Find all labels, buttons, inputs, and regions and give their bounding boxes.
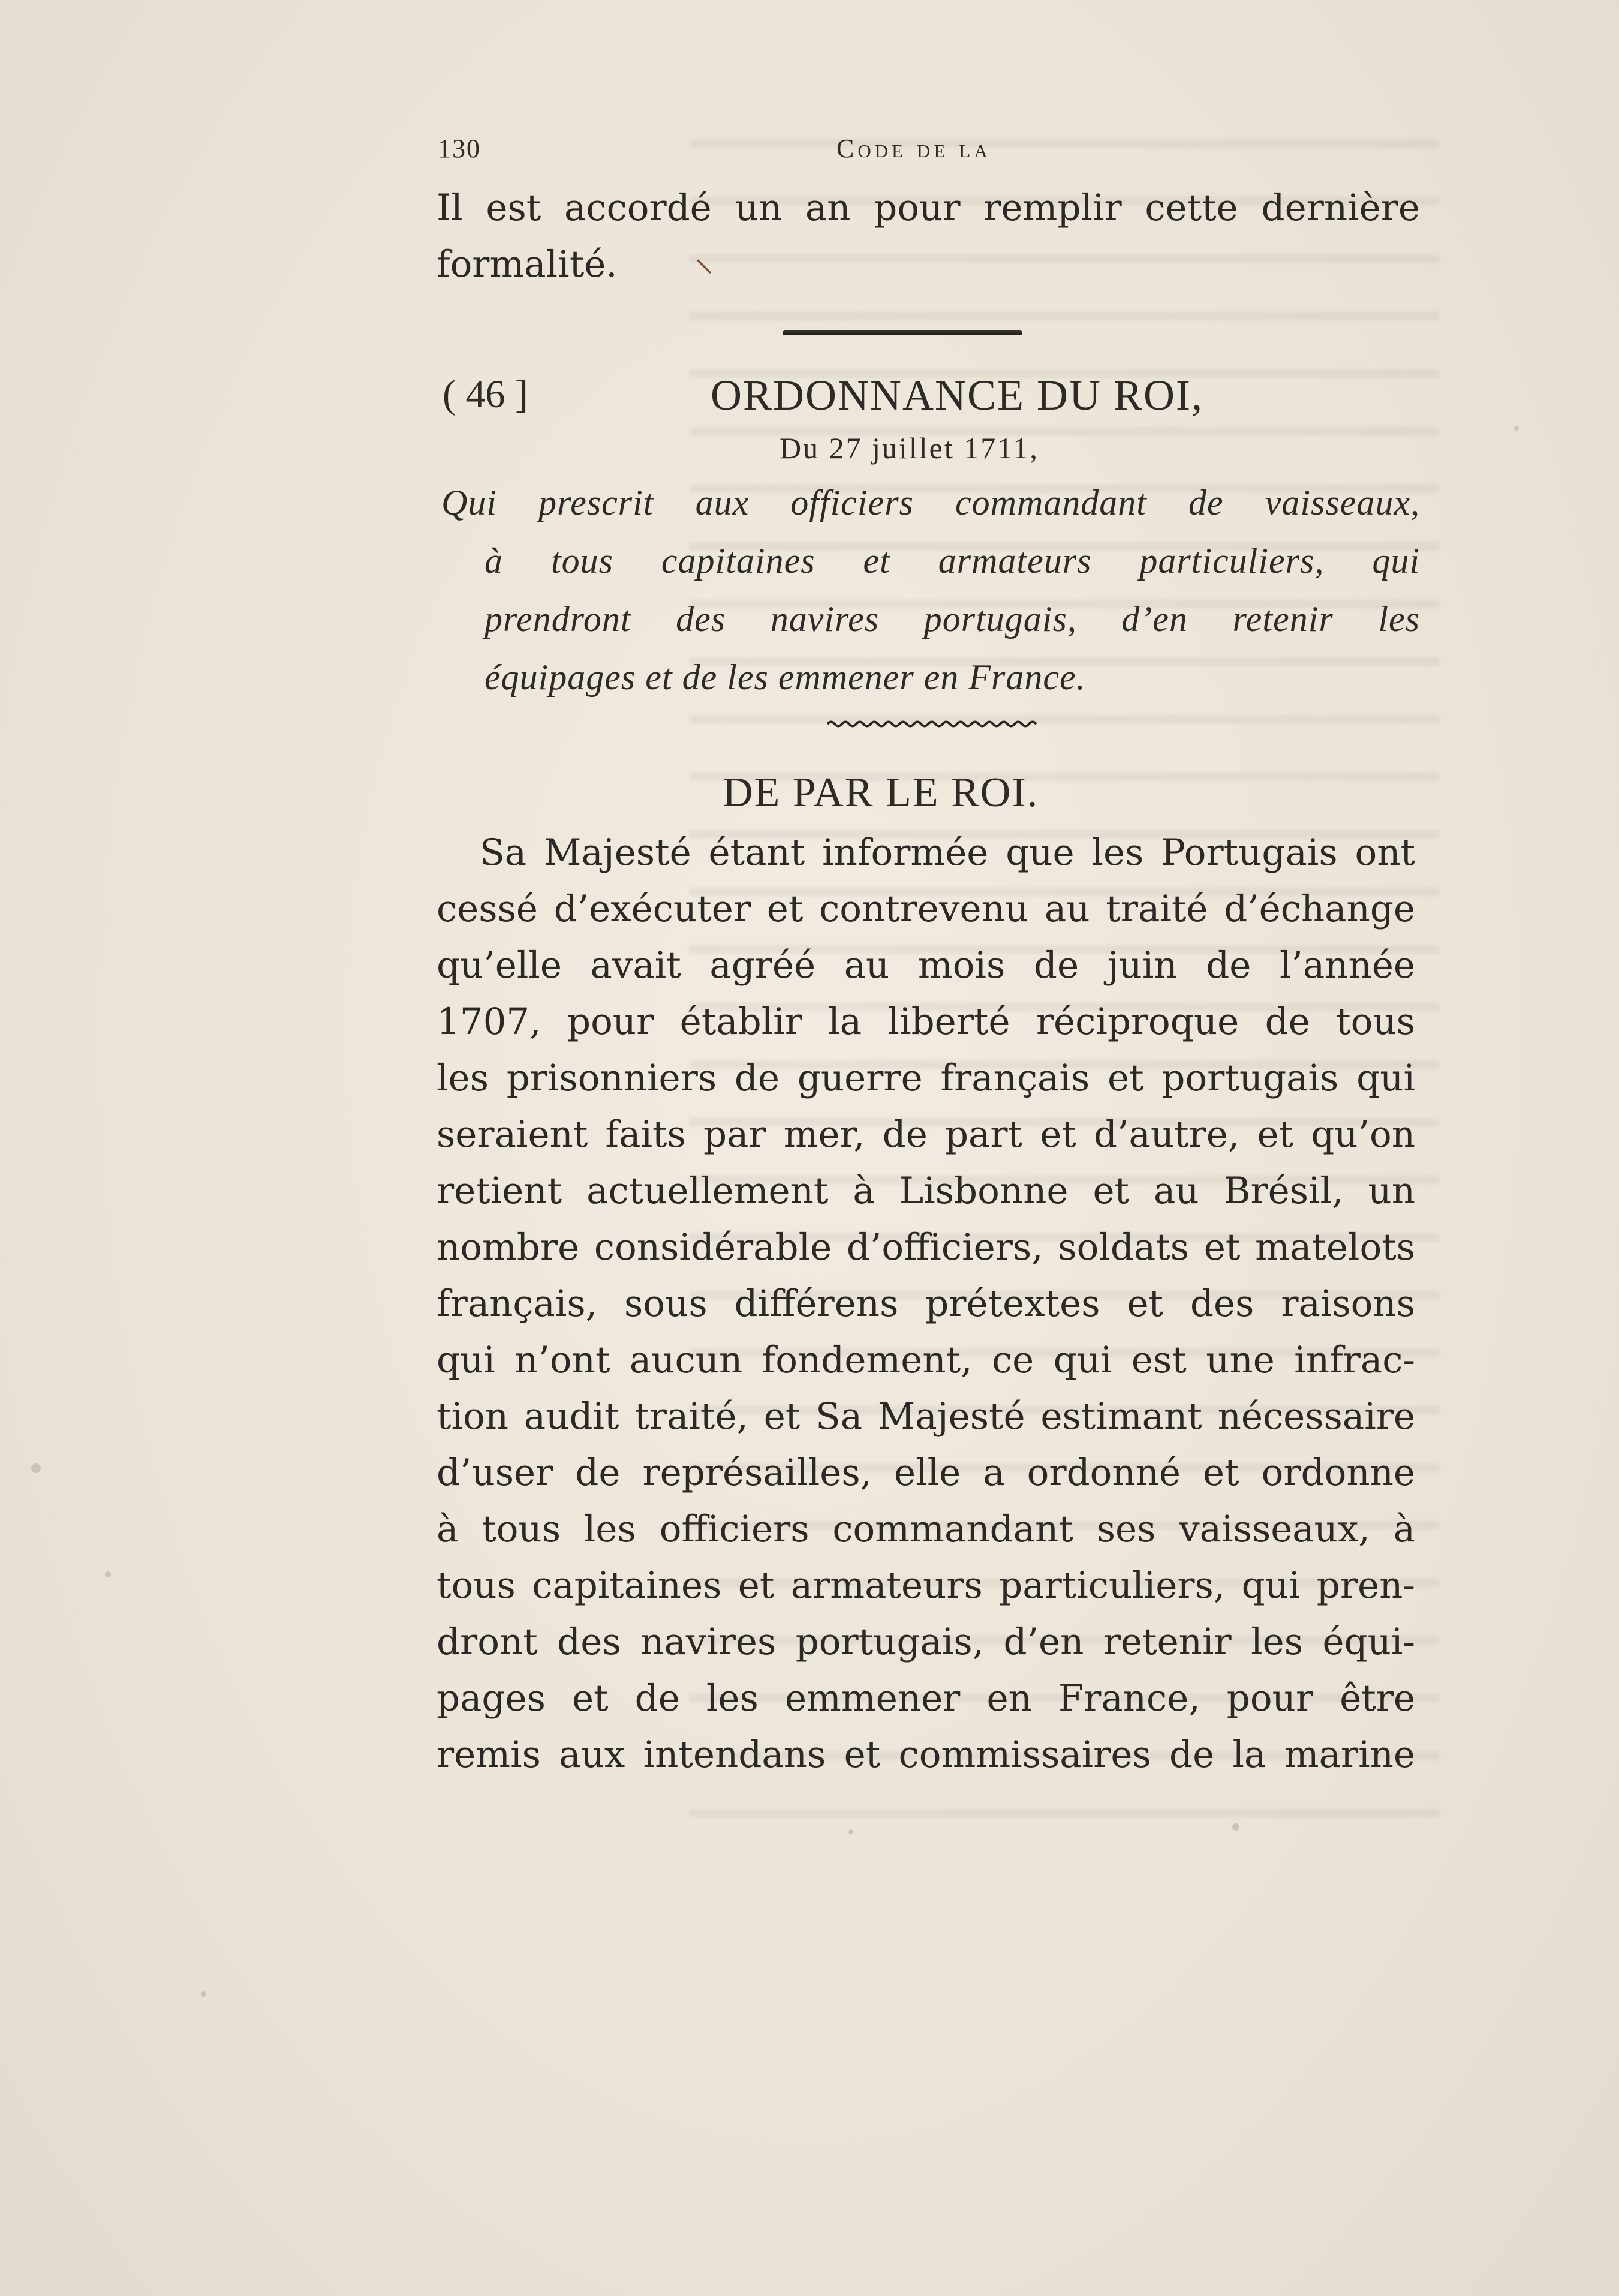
text-line: à tous les officiers commandant ses vaisseaux, à xyxy=(437,1508,1415,1550)
text-line: remis aux intendans et commissaires de la marine xyxy=(437,1733,1415,1776)
ordinance-date: Du 27 juillet 1711, xyxy=(780,431,1039,465)
running-head: Code de la xyxy=(836,134,991,163)
summary-line: équipages et de les emmener en France. xyxy=(485,657,1086,697)
ordinance-summary xyxy=(441,474,1420,707)
text-line: français, sous différens prétextes et des raisons xyxy=(437,1282,1415,1325)
summary-line: à tous capitaines et armateurs particuliers, qui xyxy=(485,541,1420,581)
ink-mark: ⸜ xyxy=(694,236,714,280)
summary-line: prendront des navires portugais, d’en retenir les xyxy=(485,599,1420,639)
text-line: qui n’ont aucun fondement, ce qui est une infrac- xyxy=(437,1339,1415,1381)
page-number: 130 xyxy=(438,134,481,163)
text-line: retient actuellement à Lisbonne et au Brésil, un xyxy=(437,1170,1415,1212)
foxing-spot xyxy=(201,1991,206,1997)
text-line: qu’elle avait agréé au mois de juin de l’année xyxy=(437,944,1415,987)
text-line: tion audit traité, et Sa Majesté estimant nécessaire xyxy=(437,1395,1415,1438)
text-line: formalité. xyxy=(437,243,618,286)
text-line: pages et de les emmener en France, pour être xyxy=(437,1677,1415,1720)
text-line: dront des navires portugais, d’en retenir les équi- xyxy=(437,1621,1415,1663)
foxing-spot xyxy=(105,1571,111,1577)
decree-heading: DE PAR LE ROI. xyxy=(723,770,1039,816)
ordinance-title: ORDONNANCE DU ROI, xyxy=(711,371,1203,419)
summary-line: Qui prescrit aux officiers commandant de vaisseaux, xyxy=(441,483,1420,522)
foxing-spot xyxy=(31,1463,41,1473)
decree-body xyxy=(437,825,1415,1783)
text-line: cessé d’exécuter et contrevenu au traité d’échange xyxy=(437,888,1415,930)
text-line: Sa Majesté étant informée que les Portugais ont xyxy=(480,831,1415,874)
text-line: les prisonniers de guerre français et portugais qui xyxy=(437,1057,1415,1099)
text-line: nombre considérable d’officiers, soldats et matelots xyxy=(437,1226,1415,1269)
foxing-spot xyxy=(848,1829,853,1834)
text-line: Il est accordé un an pour remplir cette dernière xyxy=(437,187,1420,229)
text-line: tous capitaines et armateurs particuliers, qui pren- xyxy=(437,1564,1415,1607)
text-line: seraient faits par mer, de part et d’autre, et qu’on xyxy=(437,1113,1415,1156)
section-divider-rule xyxy=(783,330,1022,335)
text-line: d’user de représailles, elle a ordonné et ordonne xyxy=(437,1451,1415,1494)
text-line: 1707, pour établir la liberté réciproque de tous xyxy=(437,1000,1415,1043)
foxing-spot xyxy=(1232,1823,1239,1831)
ornamental-wavy-rule xyxy=(827,720,1037,728)
ordinance-number: ( 46 ] xyxy=(443,372,528,416)
continuation-paragraph xyxy=(437,180,1420,293)
foxing-spot xyxy=(1514,426,1519,431)
